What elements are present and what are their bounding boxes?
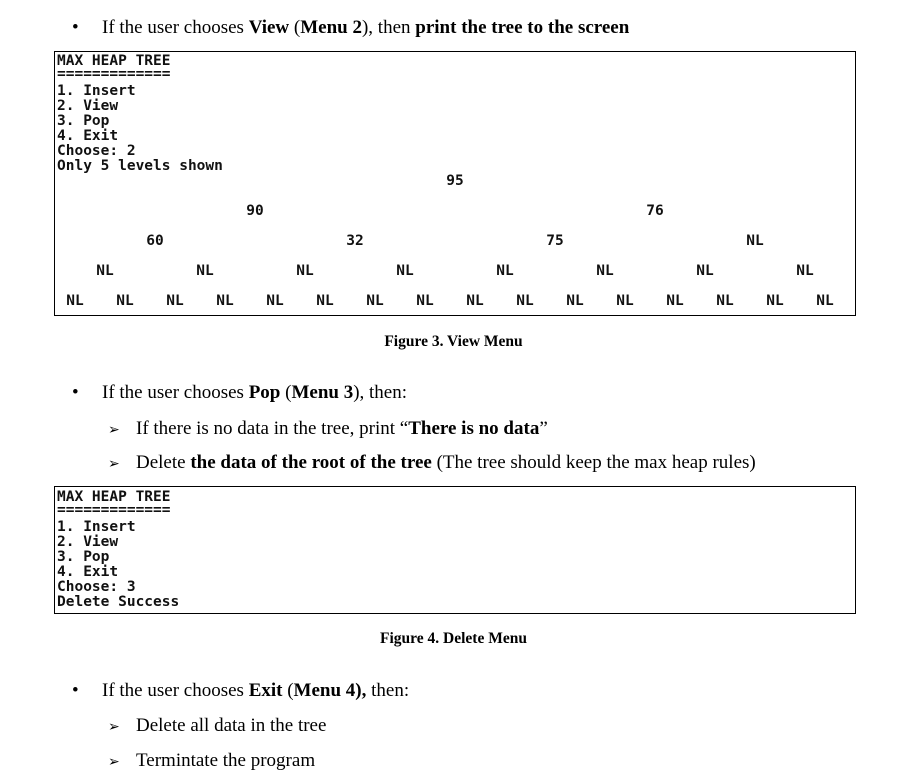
tree-node: NL [816,293,834,309]
tree-node: 75 [546,233,564,249]
pop-sub-no-data: ➢ If there is no data in the tree, print “There is no data” [108,418,548,439]
console-title: MAX HEAP TREE [57,489,171,505]
tree-node: NL [616,293,634,309]
arrow-bullet-icon: ➢ [108,719,120,735]
tree-node: NL [746,233,764,249]
tree-node: NL [116,293,134,309]
tree-node: NL [216,293,234,309]
menu-2: Menu 2 [300,17,362,38]
arrow-bullet-icon: ➢ [108,456,120,472]
tree-node: NL [166,293,184,309]
tree-node: NL [366,293,384,309]
tree-node: NL [516,293,534,309]
console-title: MAX HEAP TREE [57,53,171,69]
option-pop: Pop [248,382,281,403]
tree-node: NL [396,263,414,279]
console-menu-view: 2. View [57,534,119,550]
arrow-bullet-icon: ➢ [108,422,120,438]
view-action: print the tree to the screen [415,17,630,38]
tree-node: NL [466,293,484,309]
menu-3: Menu 3 [291,382,354,403]
console-menu-insert: 1. Insert [57,519,136,535]
bullet-pop-text: If the user chooses Pop (Menu 3), then: [102,382,408,403]
bullet-dot: • [72,382,79,403]
tree-node: NL [296,263,314,279]
bullet-exit-text: If the user chooses Exit (Menu 4), then: [102,680,410,701]
console-menu-view: 2. View [57,98,119,114]
console-menu-insert: 1. Insert [57,83,136,99]
bullet-dot: • [72,17,79,38]
console-menu-pop: 3. Pop [57,113,110,129]
tree-node: NL [766,293,784,309]
figure-3-caption: Figure 3. View Menu [384,333,523,350]
tree-node: NL [596,263,614,279]
console-view [54,51,856,316]
exit-sub-delete-all: ➢ Delete all data in the tree [108,715,327,736]
tree-node: 95 [446,173,464,189]
tree-node: NL [416,293,434,309]
tree-node: NL [716,293,734,309]
tree-node: 76 [646,203,664,219]
figure-4-caption: Figure 4. Delete Menu [380,630,527,647]
pop-sub-delete-root: ➢ Delete the data of the root of the tree (The tree should keep the max heap rules) [108,452,756,473]
tree-node: NL [96,263,114,279]
tree-node: NL [266,293,284,309]
console-delete-success: Delete Success [57,594,180,610]
option-view: View [248,17,290,38]
delete-root-target: the data of the root of the tree [190,452,432,473]
console-menu-exit: 4. Exit [57,128,119,144]
tree-node: NL [566,293,584,309]
console-pop [54,486,856,614]
console-choose: Choose: 2 [57,143,136,159]
no-data-message: There is no data [408,418,540,439]
console-menu-exit: 4. Exit [57,564,119,580]
tree-node: NL [66,293,84,309]
arrow-bullet-icon: ➢ [108,754,120,770]
bullet-dot: • [72,680,79,701]
tree-node: 90 [246,203,264,219]
tree-node: NL [316,293,334,309]
exit-sub-terminate: ➢ Termintate the program [108,750,316,771]
console-menu-pop: 3. Pop [57,549,110,565]
tree-node: 32 [346,233,364,249]
console-separator: ============= [57,502,171,518]
bullet-view-text: If the user chooses View (Menu 2), then print the tree to the screen [102,17,630,38]
console-levels-note: Only 5 levels shown [57,158,223,174]
tree-node: NL [666,293,684,309]
option-exit: Exit [248,680,283,701]
console-separator: ============= [57,66,171,82]
tree-node: NL [496,263,514,279]
tree-node: NL [196,263,214,279]
tree-node: 60 [146,233,164,249]
console-choose: Choose: 3 [57,579,136,595]
tree-node: NL [696,263,714,279]
tree-node: NL [796,263,814,279]
menu-4: Menu 4 [293,680,356,701]
